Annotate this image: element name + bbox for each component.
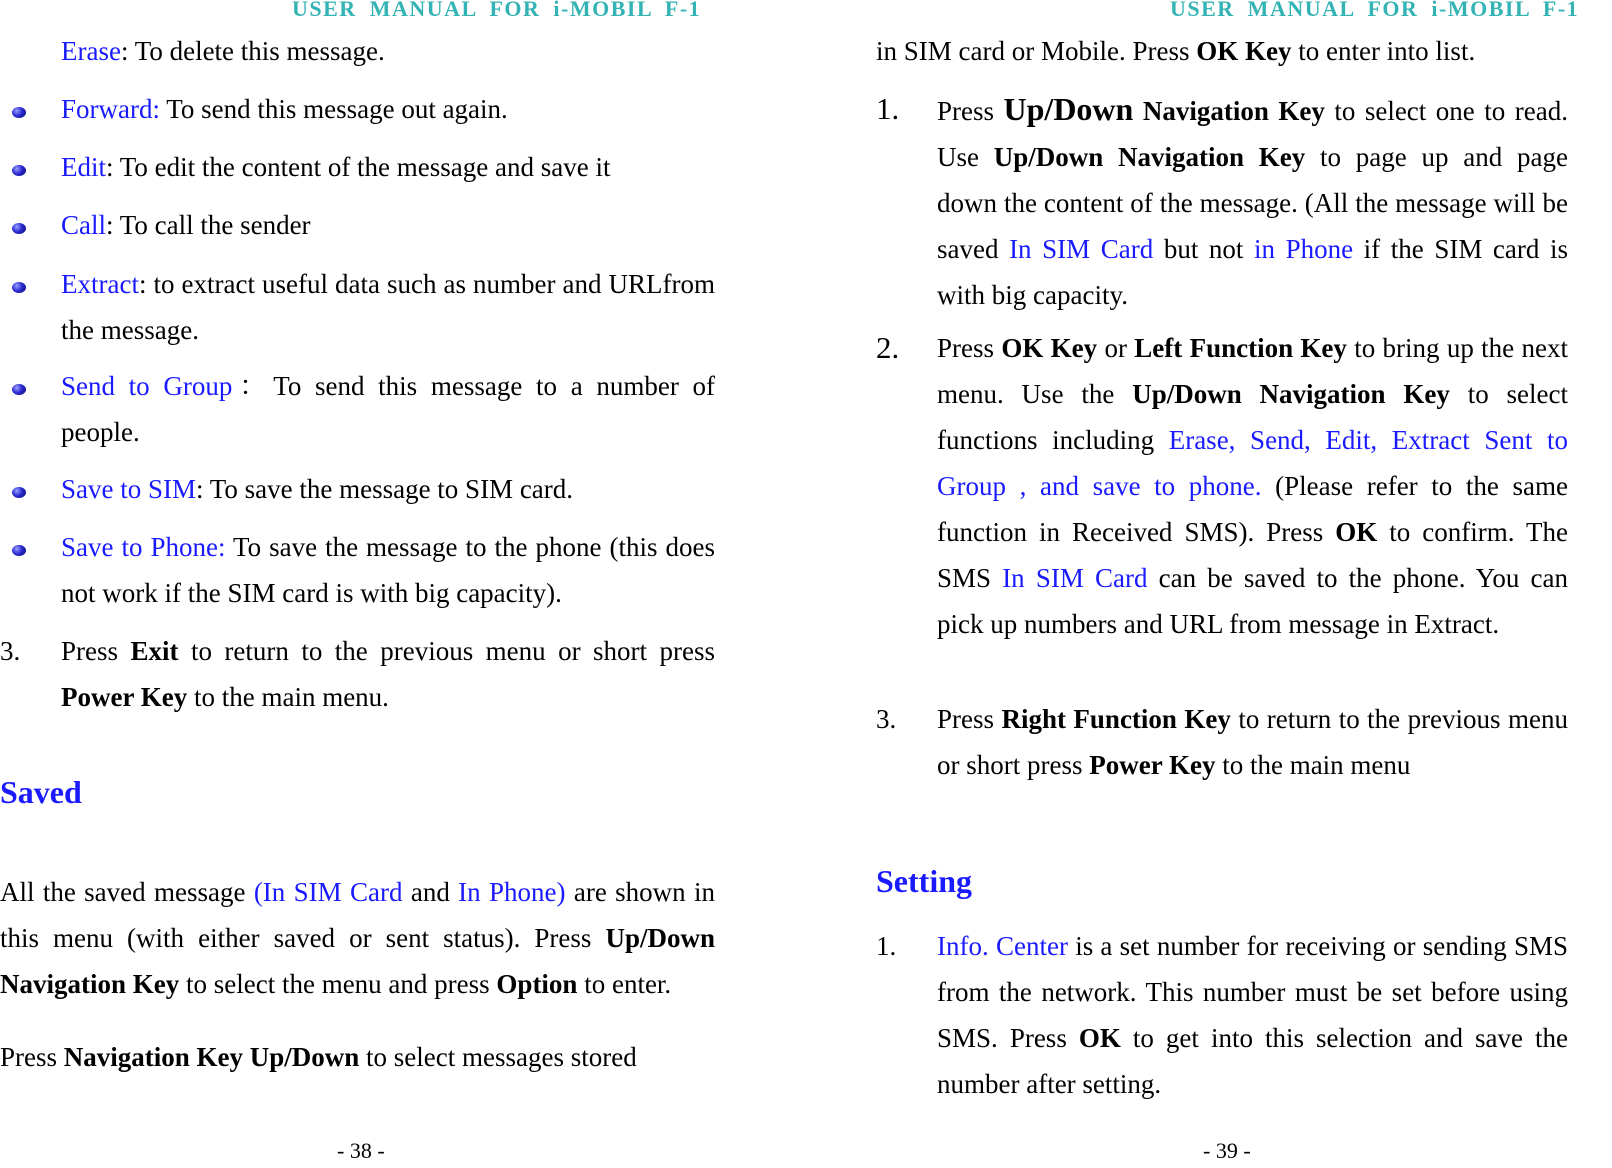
saved-paragraph-2: Press Navigation Key Up/Down to select messages stored [0,1042,637,1072]
bullet-icon [12,282,26,293]
page-38 [0,0,740,1168]
bullet-icon [12,107,26,118]
page-39 [876,0,1612,1168]
page-number: - 39 - [1203,1138,1251,1163]
page-header: USER MANUAL FOR i-MOBIL F-1 [1170,0,1580,21]
section-heading-saved: Saved [0,774,82,810]
page-header: USER MANUAL FOR i-MOBIL F-1 [292,0,702,21]
bullet-forward: Forward: To send this message out again. [61,94,508,124]
intro-line: in SIM card or Mobile. Press OK Key to enter into list. [876,36,1476,66]
item-number: 1. [876,91,900,126]
step-3-text: Press Exit to return to the previous menu or short press Power Key to the main menu. [61,636,715,712]
bullet-save-to-sim: Save to SIM: To save the message to SIM card. [61,474,574,504]
item-number: 3. [876,704,897,734]
bullet-icon [12,487,26,498]
bullet-save-to-phone: Save to Phone: To save the message to the phone (this does not work if the SIM card is with big capacity). [61,532,715,608]
bullet-erase: Erase: To delete this message. [61,36,385,66]
section-heading-setting: Setting [876,863,972,899]
bullet-icon [12,384,26,395]
bullet-icon [12,165,26,176]
bullet-send-to-group: Send to Group：To send this message to a number of people. [61,371,715,447]
item-2-text: Press OK Key or Left Function Key to bring up the next menu. Use the Up/Down Navigation Key to select functions including Erase, Send, Edit, Extract Sent to Group , and save to phone. (Please refer to the same function in Received SMS). Press OK to confirm. The SMS In SIM Card can be saved to the phone. You can pick up numbers and URL from message in Extract. [937,333,1569,639]
step-number: 3. [0,636,21,666]
item-3-text: Press Right Function Key to return to the previous menu or short press Power Key to the main menu [937,704,1568,780]
item-number: 1. [876,931,897,961]
bullet-call: Call: To call the sender [61,210,311,240]
page-number: - 38 - [337,1138,385,1163]
saved-paragraph: All the saved message (In SIM Card and In Phone) are shown in this menu (with either saved or sent status). Press Up/Down Navigation Key to select the menu and press Option to enter. [0,877,716,999]
bullet-icon [12,545,26,556]
item-number: 2. [876,330,900,365]
setting-1-text: Info. Center is a set number for receiving or sending SMS from the network. This number must be set before using SMS. Press OK to get into this selection and save the number after setting. [937,931,1569,1099]
bullet-edit: Edit: To edit the content of the message and save it [61,152,611,182]
bullet-extract: Extract: to extract useful data such as number and URLfrom the message. [61,269,715,345]
bullet-icon [12,223,26,234]
item-1-text: Press Up/Down Navigation Key to select one to read. Use Up/Down Navigation Key to page up and page down the content of the message. (All the message will be saved In SIM Card but not in Phone if the SIM card is with big capacity. [937,91,1568,310]
